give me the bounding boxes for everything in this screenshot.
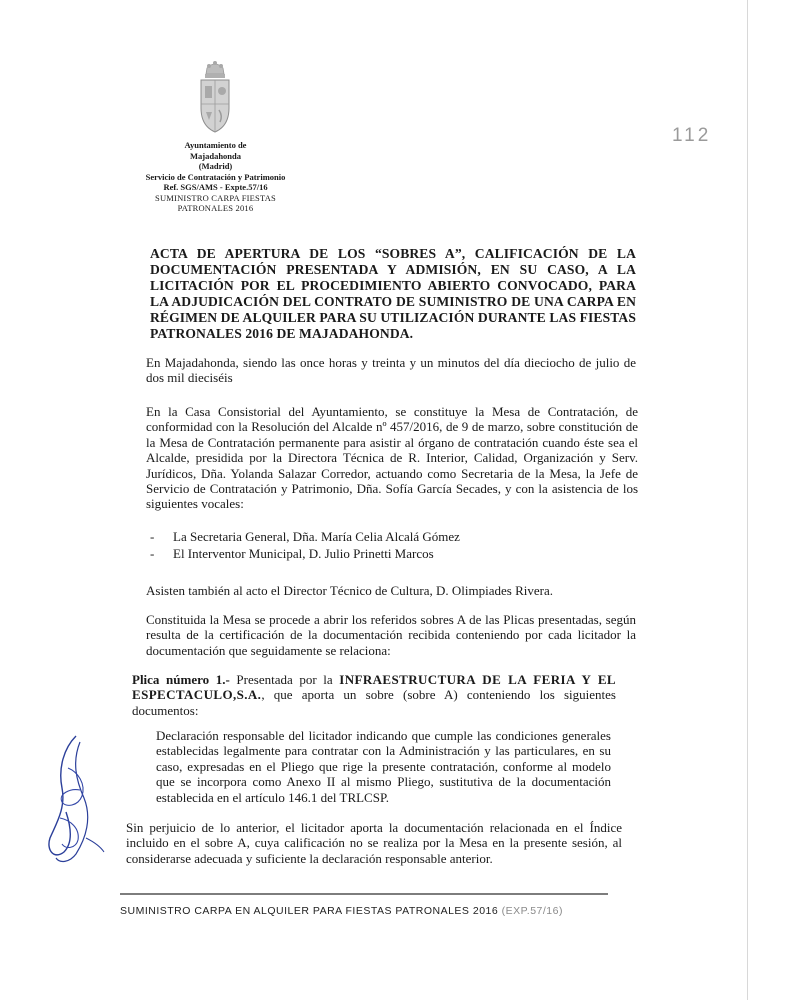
footer-reference: (EXP.57/16) <box>501 905 563 917</box>
page-number: 112 <box>672 125 712 146</box>
header-line: Ref. SGS/AMS - Expte.57/16 <box>163 182 268 192</box>
opening-paragraph: En Majadahonda, siendo las once horas y treinta y un minutos del día dieciocho de julio de dos mil dieciséis <box>146 355 636 386</box>
vocal-name: La Secretaria General, Dña. María Celia Alcalá Gómez <box>173 529 460 544</box>
plica-post: , que aporta un sobre (sobre A) conteniendo los siguientes documentos: <box>132 687 616 718</box>
signature-icon <box>36 728 106 868</box>
header-line: Servicio de Contratación y Patrimonio <box>145 171 286 182</box>
coat-of-arms-icon <box>193 60 237 140</box>
closing-paragraph: Sin perjuicio de lo anterior, el licitador aporta la documentación relacionada en el Índice incluido en el sobre A, cuya calificación no se realiza por la Mesa en la presente sesión, al considerarse adecuada y suficiente la declaración responsable anterior. <box>126 820 622 866</box>
plica-paragraph <box>132 672 616 718</box>
plica-pre: Presentada por la <box>229 672 340 687</box>
list-item <box>150 528 460 545</box>
company-name: INFRAESTRUCTURA DE LA FERIA Y EL ESPECTACULO,S.A. <box>132 672 616 703</box>
footer-title: SUMINISTRO CARPA EN ALQUILER PARA FIESTAS PATRONALES 2016 <box>120 905 499 917</box>
footer <box>120 905 563 917</box>
document-title: ACTA DE APERTURA DE LOS “SOBRES A”, CALIFICACIÓN DE LA DOCUMENTACIÓN PRESENTADA Y ADMISIÓN, EN SU CASO, A LA LICITACIÓN POR EL PROCEDIMIENTO ABIERTO CONVOCADO, PARA LA ADJUDICACIÓN DEL CONTRATO DE SUMINISTRO DE UNA CARPA EN RÉGIMEN DE ALQUILER PARA SU UTILIZACIÓN DURANTE LAS FIESTAS PATRONALES 2016 DE MAJADAHONDA. <box>150 246 636 341</box>
attendees-paragraph: Asisten también al acto el Director Técnico de Cultura, D. Olimpiades Rivera. <box>146 583 553 598</box>
declaration-paragraph: Declaración responsable del licitador indicando que cumple las condiciones generales establecidas legalmente para contratar con la Administración y las particulares, en su caso, expresadas en el Pliego que rige la presente contratación, conforme al modelo que se incorpora como Anexo II al mismo Pliego, sustitutiva de la documentación establecida en el artículo 146.1 del TRLCSP. <box>156 728 611 805</box>
vocales-list <box>150 528 460 562</box>
procedure-paragraph: Constituida la Mesa se procede a abrir los referidos sobres A de las Plicas presentadas, según resulta de la certificación de la documentación recibida conteniendo por cada licitador la documentación que seguidamente se relaciona: <box>146 612 636 658</box>
header-line: (Madrid) <box>198 161 233 171</box>
header-line: SUMINISTRO CARPA FIESTAS <box>155 192 276 203</box>
footer-divider <box>120 893 608 895</box>
institution-header <box>138 140 293 214</box>
page-edge-line <box>747 0 748 1000</box>
constitution-paragraph: En la Casa Consistorial del Ayuntamiento, se constituye la Mesa de Contratación, de conformidad con la Resolución del Alcalde nº 457/2016, de 9 de marzo, sobre constitución de la Mesa de Contratación permanente para asistir al órgano de contratación cuando éste sea el Alcalde, presidida por la Directora Técnica de R. Interior, Calidad, Organización y Serv. Jurídicos, Dña. Yolanda Salazar Corredor, actuando como Secretaria de la Mesa, la Jefe de Servicio de Contratación y Patrimonio, Dña. Sofía García Secades, y con la asistencia de los siguientes vocales: <box>146 404 638 512</box>
plica-label: Plica número 1.- <box>132 672 230 687</box>
list-item <box>150 545 460 562</box>
header-line: Majadahonda <box>189 150 241 161</box>
bullet-dash: - <box>150 529 155 544</box>
bullet-dash: - <box>150 546 155 561</box>
vocal-name: El Interventor Municipal, D. Julio Prinetti Marcos <box>173 546 434 561</box>
header-line: Ayuntamiento de <box>184 140 247 150</box>
header-line: PATRONALES 2016 <box>177 203 254 213</box>
